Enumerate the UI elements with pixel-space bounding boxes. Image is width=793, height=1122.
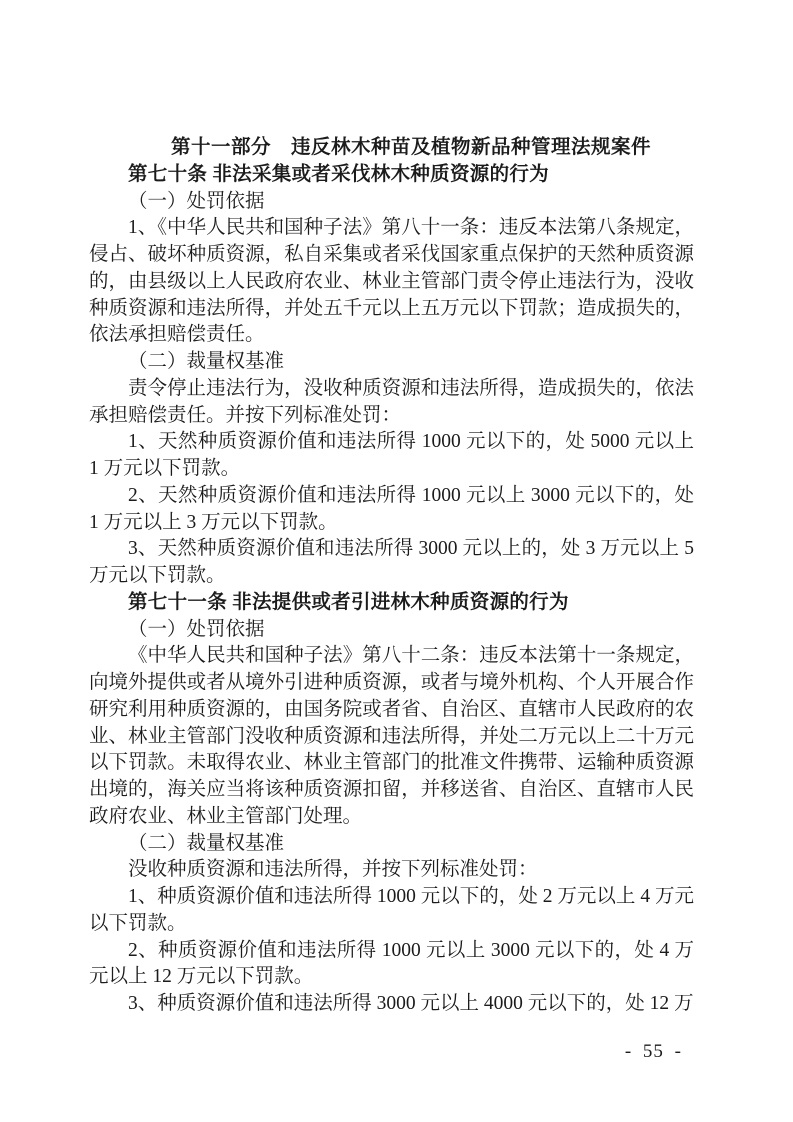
article-71-standard-label: （二）裁量权基准	[128, 832, 285, 854]
article-70-standard-label: （二）裁量权基准	[128, 351, 285, 372]
article-71-item-1: 1、种质资源价值和违法所得 1000 元以下的，处 2 万元以上 4 万元以下罚款。	[89, 886, 694, 934]
article-71-item-3: 3、种质资源价值和违法所得 3000 元以上 4000 元以下的，处 12 万	[128, 993, 694, 1014]
part-title: 第十一部分 违反林木种苗及植物新品种管理法规案件	[170, 137, 651, 158]
article-71-heading: 第七十一条 非法提供或者引进林木种质资源的行为	[128, 591, 569, 613]
article-70-basis-label: （一）处罚依据	[128, 190, 265, 212]
article-70-item-2: 2、天然种质资源价值和违法所得 1000 元以上 3000 元以下的，处 1 万元以上 3 万元以下罚款。	[89, 484, 694, 533]
article-71-basis-label: （一）处罚依据	[128, 618, 265, 640]
article-71-standard-intro: 没收种质资源和违法所得，并按下列标准处罚：	[128, 859, 538, 881]
article-71-item-2: 2、种质资源价值和违法所得 1000 元以上 3000 元以下的，处 4 万元以上 12 万元以下罚款。	[89, 939, 694, 988]
article-70-item-1: 1、天然种质资源价值和违法所得 1000 元以下的，处 5000 元以上 1 万元以下罚款。	[89, 431, 694, 479]
page-number: - 55 -	[624, 1041, 682, 1062]
article-71-basis-text: 《中华人民共和国种子法》第八十二条：违反本法第十一条规定，向境外提供或者从境外引进种质资源，或者与境外机构、个人开展合作研究利用种质资源的，由国务院或者省、自治区、直辖市人民政府的农业、林业主管部门没收种质资源和违法所得，并处二万元以上二十万元以下罚款。未取得农业、林业主管部门的批准文件携带、运输种质资源出境的，海关应当将该种质资源扣留，并移送省、自治区、直辖市人民政府农业、林业主管部门处理。	[89, 645, 694, 827]
article-70-standard-intro: 责令停止违法行为，没收种质资源和违法所得，造成损失的，依法承担赔偿责任。并按下列标准处罚：	[89, 377, 694, 426]
article-70-basis-text: 1、《中华人民共和国种子法》第八十一条：违反本法第八条规定，侵占、破坏种质资源，私自采集或者采伐国家重点保护的天然种质资源的，由县级以上人民政府农业、林业主管部门责令停止违法行为，没收种质资源和违法所得，并处五千元以上五万元以下罚款；造成损失的，依法承担赔偿责任。	[89, 217, 694, 346]
article-70-heading: 第七十条 非法采集或者采伐林木种质资源的行为	[128, 163, 549, 185]
article-70-item-3: 3、天然种质资源价值和违法所得 3000 元以上的，处 3 万元以上 5 万元以下罚款。	[89, 538, 694, 586]
page-content	[89, 135, 694, 1018]
